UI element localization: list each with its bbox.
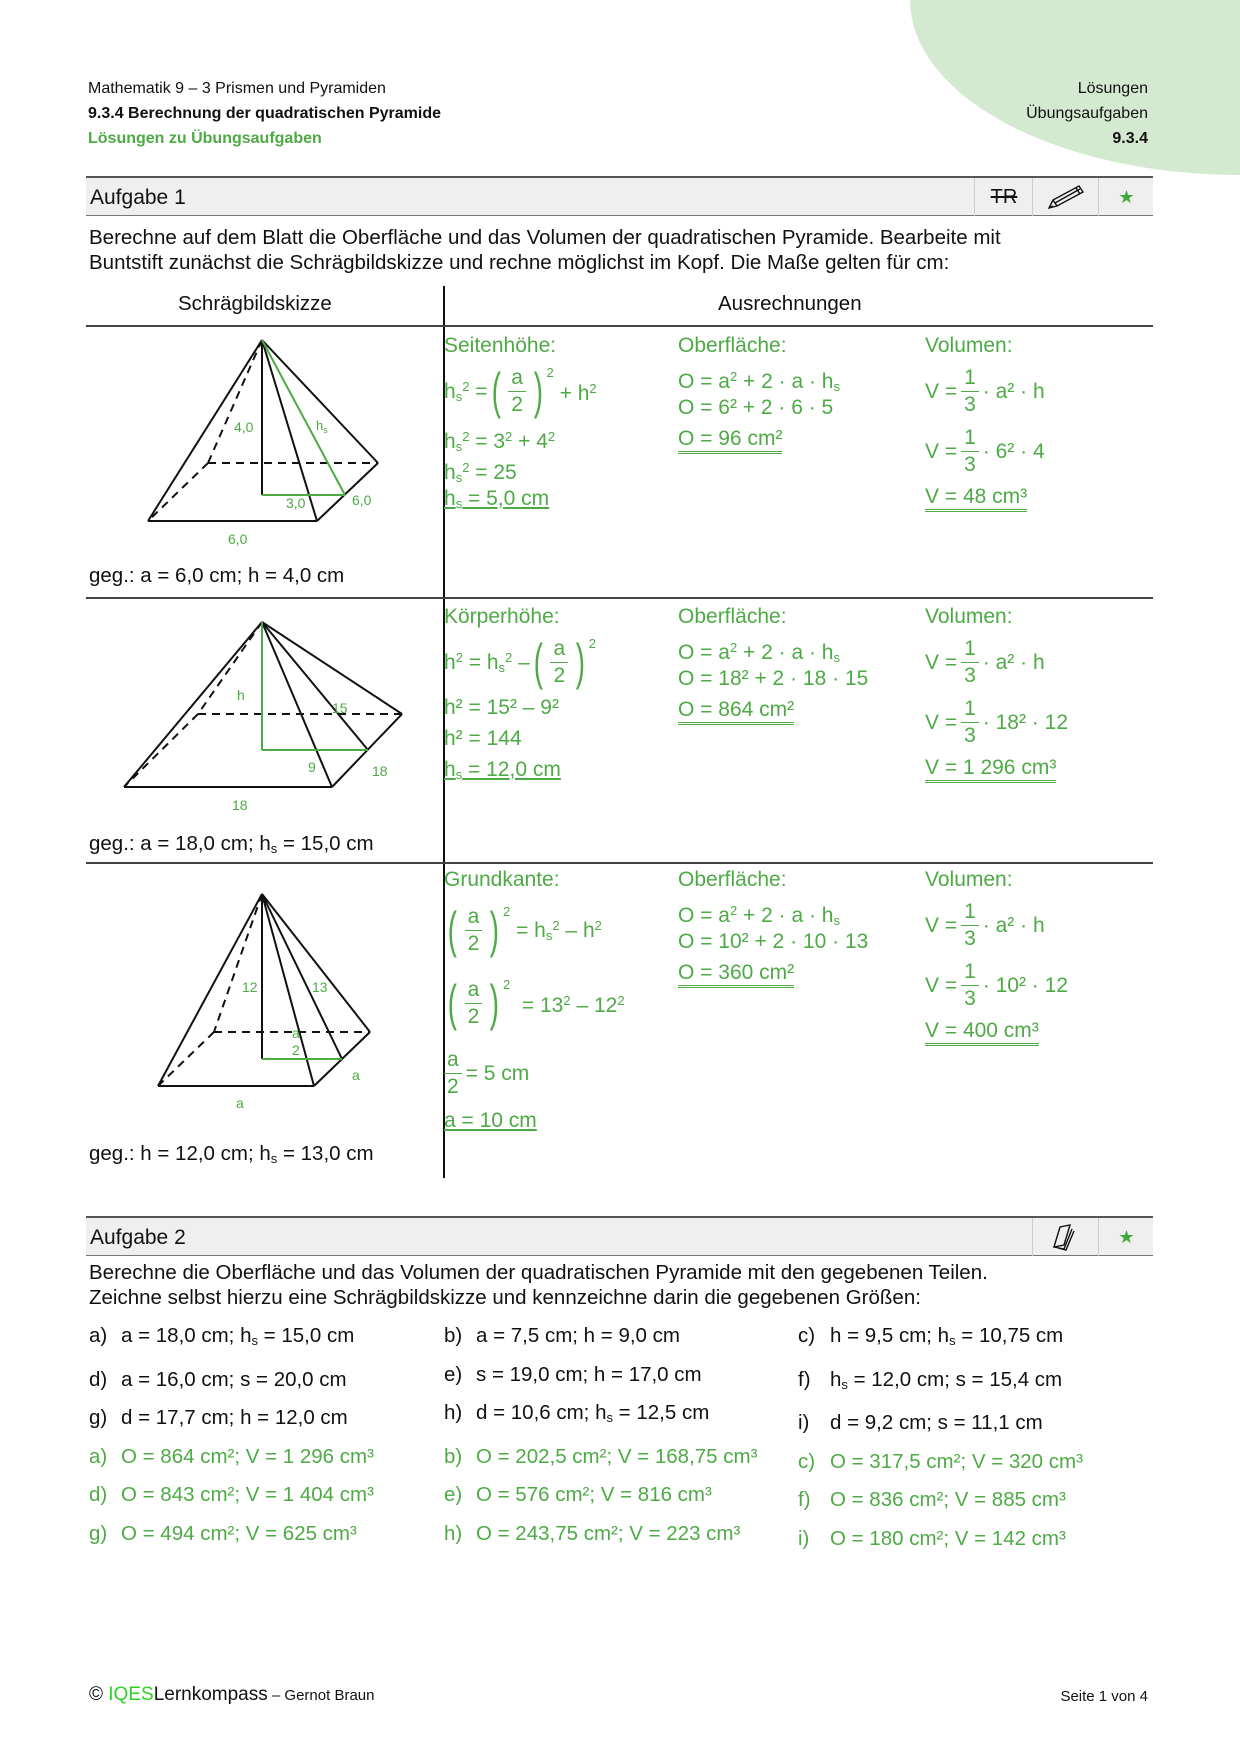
- table-rule: [86, 597, 1153, 599]
- task-1-header: [86, 176, 1153, 216]
- no-calculator-icon: TR: [974, 178, 1033, 216]
- star-icon: ★: [1098, 178, 1154, 216]
- page-header: [88, 76, 441, 151]
- calc-volume-3: Volumen: V = $\frac{1}{3}$ · a² · h V = $\frac{1}{3}$ · 10² · 12 V = 400 cm³: [925, 864, 1068, 1046]
- svg-text:a: a: [352, 1067, 360, 1083]
- section-subtitle: Lösungen zu Übungsaufgaben: [88, 130, 322, 147]
- pyramid-sketch-1: [140, 330, 400, 550]
- given-list-col-1: a) a = 18,0 cm; $h_s = 15,0$ cm d) a = 16,0 cm; s = 20,0 cm g) d = 17,7 cm; h = 12,0 cm a) O = 864 cm²; V = 1 296 cm³ d) O = 843 cm²; V = 1 404 cm³ g) O = 494 cm²; V = 625 cm³: [89, 1324, 374, 1545]
- star-icon: ★: [1098, 1218, 1154, 1256]
- column-header-calc: Ausrechnungen: [718, 292, 862, 315]
- calc-height-1: Seitenhöhe: $h_s^2$ = ( $\frac{a}{2}$ ) 2 + $h^2$ $h_s^2 = 3^2 + 4^2$ $h_s^2 = 25$ $h_s = 5,0$ cm: [444, 334, 597, 511]
- svg-text:a: a: [292, 1025, 300, 1041]
- calc-volume-1: Volumen: V = $\frac{1}{3}$ · a² · h V = $\frac{1}{3}$ · 6² · 4 V = 48 cm³: [925, 330, 1045, 512]
- subject-line: Mathematik 9 – 3 Prismen und Pyramiden: [88, 80, 386, 97]
- calc-surface-2: Oberfläche: $O = a^2 + 2 \cdot a \cdot h_s$ O = 18² + 2 · 18 · 15 O = 864 cm²: [678, 601, 868, 725]
- pyramid-sketch-2: [110, 600, 420, 810]
- given-values-3: geg.: h = 12,0 cm; $h_s = 13,0$ cm: [89, 1142, 374, 1166]
- svg-text:9: 9: [308, 759, 316, 775]
- instruction-line: Zeichne selbst hierzu eine Schrägbildskizze und kennzeichne darin die gegebenen Größen:: [89, 1286, 921, 1309]
- brand-iqes: IQES: [108, 1684, 154, 1705]
- instruction-line: Buntstift zunächst die Schrägbildskizze und rechne möglichst im Kopf. Die Maße gelten für cm:: [89, 251, 950, 274]
- page-header-right: [1026, 76, 1148, 151]
- footer-brand: [89, 1684, 374, 1706]
- svg-text:15: 15: [332, 700, 348, 716]
- svg-text:2: 2: [292, 1042, 300, 1058]
- given-values-2: geg.: a = 18,0 cm; $h_s = 15,0$ cm: [89, 832, 374, 856]
- given-values-1: geg.: a = 6,0 cm; h = 4,0 cm: [89, 564, 345, 587]
- svg-text:13: 13: [312, 979, 328, 995]
- column-header-sketch: Schrägbildskizze: [178, 292, 332, 315]
- header-right-label: Übungsaufgaben: [1026, 105, 1148, 122]
- svg-text:3,0: 3,0: [286, 495, 306, 511]
- calc-surface-1: Oberfläche: $O = a^2 + 2 \cdot a \cdot h_s$ O = 6² + 2 · 6 · 5 O = 96 cm²: [678, 330, 840, 454]
- svg-text:h: h: [237, 687, 245, 703]
- header-right-label: Lösungen: [1077, 80, 1148, 97]
- copyright-icon: ©: [89, 1684, 103, 1705]
- task-2-instructions: [89, 1260, 988, 1310]
- brand-lernkompass: Lernkompass: [153, 1684, 268, 1705]
- pencil-icon: [1032, 178, 1099, 216]
- task-2-header: [86, 1216, 1153, 1256]
- page-number: Seite 1 von 4: [1060, 1688, 1148, 1705]
- header-right-number: 9.3.4: [1112, 130, 1148, 147]
- svg-text:6,0: 6,0: [228, 531, 248, 547]
- calc-surface-3: Oberfläche: $O = a^2 + 2 \cdot a \cdot h_s$ O = 10² + 2 · 10 · 13 O = 360 cm²: [678, 864, 868, 988]
- chapter-title: 9.3.4 Berechnung der quadratischen Pyramide: [88, 105, 442, 122]
- instruction-line: Berechne die Oberfläche und das Volumen der quadratischen Pyramide mit den gegebenen Teilen.: [89, 1261, 988, 1284]
- svg-text:hs: $h_s$: [316, 418, 328, 435]
- svg-text:a: a: [236, 1095, 244, 1110]
- book-icon: [1032, 1218, 1099, 1256]
- task-title: Aufgabe 1: [90, 186, 186, 209]
- given-list-col-2: b) a = 7,5 cm; h = 9,0 cm e) s = 19,0 cm; h = 17,0 cm h) d = 10,6 cm; $h_s = 12,5$ cm b) O = 202,5 cm²; V = 168,75 cm³ e) O = 576 cm²; V = 816 cm³ h) O = 243,75 cm²; V = 223 cm³: [444, 1324, 758, 1545]
- author: – Gernot Braun: [267, 1687, 375, 1704]
- svg-text:18: 18: [232, 797, 248, 810]
- given-list-col-3: c) h = 9,5 cm; $h_s = 10,75$ cm f) $h_s = 12,0$ cm; s = 15,4 cm i) d = 9,2 cm; s = 11,1 cm c) O = 317,5 cm²; V = 320 cm³ f) O = 836 cm²; V = 885 cm³ i) O = 180 cm²; V = 142 cm³: [798, 1324, 1083, 1550]
- pyramid-sketch-3: [150, 870, 390, 1110]
- calc-volume-2: Volumen: V = $\frac{1}{3}$ · a² · h V = $\frac{1}{3}$ · 18² · 12 V = 1 296 cm³: [925, 601, 1068, 783]
- svg-text:6,0: 6,0: [352, 492, 372, 508]
- task-title: Aufgabe 2: [90, 1226, 186, 1249]
- calc-height-2: Körperhöhe: $h^2 = h_s^2$ – ( $\frac{a}{2}$ ) 2 h² = 15² – 9² h² = 144 $h_s = 12,0$ cm: [444, 605, 597, 782]
- task-1-instructions: [89, 225, 1001, 275]
- svg-text:18: 18: [372, 763, 388, 779]
- calc-edge-3: Grundkante: ( $\frac{a}{2}$ ) 2 = $h_s^2 - h^2$ ( $\frac{a}{2}$ ) 2 = $13^2 - 12^2$ $\frac{a}{2}$ = 5 cm a = 10 cm: [444, 868, 625, 1132]
- instruction-line: Berechne auf dem Blatt die Oberfläche und das Volumen der quadratischen Pyramide. Bearbeite mit: [89, 226, 1001, 249]
- table-rule: [86, 325, 1153, 327]
- sketch-label: 4,0: [234, 419, 254, 435]
- svg-text:12: 12: [242, 979, 258, 995]
